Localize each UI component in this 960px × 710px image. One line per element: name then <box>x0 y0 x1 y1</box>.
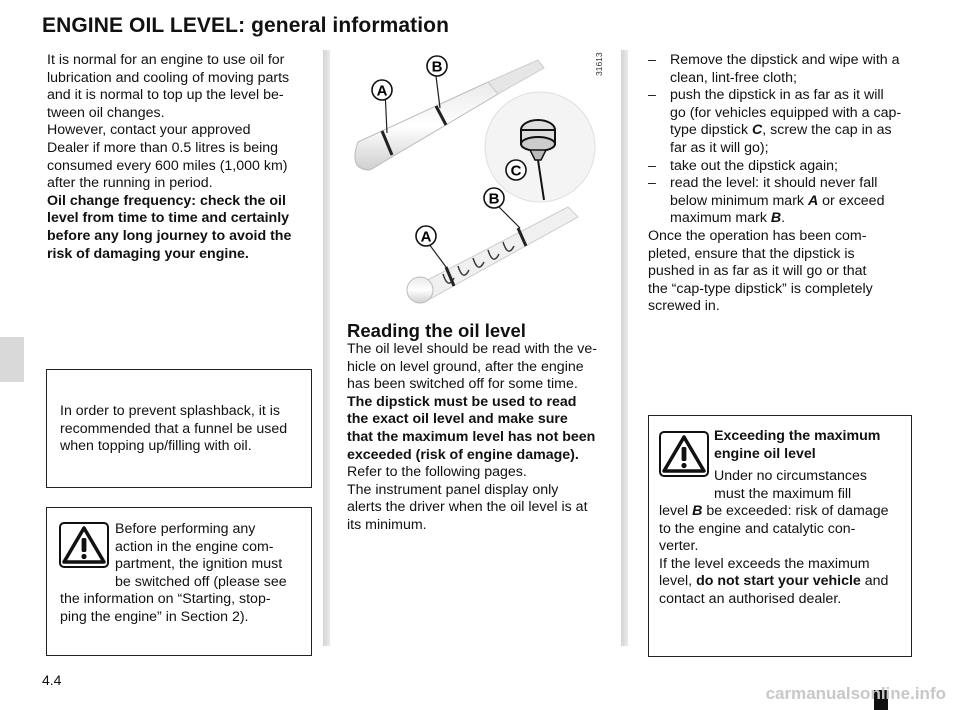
warning-text: level, <box>659 573 697 590</box>
step-line <box>670 193 911 211</box>
body-line-bold: The dipstick must be used to read <box>347 393 577 410</box>
warning-line: verter. <box>659 538 699 555</box>
step-text: type dipstick <box>670 122 753 139</box>
intro-line: and it is normal to top up the level be- <box>47 87 284 104</box>
column-divider-right <box>621 50 628 646</box>
label-b: B <box>431 58 443 76</box>
oil-frequency-line: level from time to time and certainly <box>47 210 290 227</box>
note-line: In order to prevent splashback, it is <box>60 403 281 419</box>
step-line: far as it will go); <box>670 139 769 156</box>
label-b-top <box>427 56 447 76</box>
step-item <box>648 175 911 228</box>
warning-text: level <box>659 503 693 519</box>
body-line: hicle on level ground, after the engine <box>347 358 584 375</box>
section-tab <box>0 337 24 382</box>
warning-line: Before performing any <box>115 521 256 537</box>
oil-frequency-line: risk of damaging your engine. <box>47 245 249 262</box>
intro-line: It is normal for an engine to use oil for <box>47 52 285 68</box>
spiral-dipstick <box>407 188 578 303</box>
warning-line: partment, the ignition must <box>115 556 283 573</box>
step-text: below minimum mark <box>670 192 808 209</box>
page-title: ENGINE OIL LEVEL: general information <box>42 14 450 37</box>
warning-text: be exceeded: risk of damage <box>702 503 889 519</box>
step-line <box>670 122 911 140</box>
reading-oil-level-heading: Reading the oil level <box>347 320 526 341</box>
after-line: screwed in. <box>648 298 720 315</box>
mark-ref: A <box>807 192 819 209</box>
warning-title-line: Exceeding the maximum <box>714 428 881 444</box>
watermark: carmanualsonline.info <box>765 684 946 703</box>
oil-frequency-line: Oil change frequency: check the oil <box>47 192 286 209</box>
dipstick-steps <box>648 52 911 316</box>
step-line <box>670 210 911 228</box>
warning-text-bold: do not start your vehicle <box>696 573 861 590</box>
warning-line: ping the engine” in Section 2). <box>60 608 249 625</box>
after-line: pleted, ensure that the dipstick is <box>648 245 855 262</box>
label-a: A <box>420 228 432 246</box>
warning-title-line: engine oil level <box>714 445 816 462</box>
warning-line: action in the engine com- <box>115 538 274 555</box>
warning-line: to the engine and catalytic con- <box>659 520 856 537</box>
body-line: The oil level should be read with the ve- <box>347 341 597 357</box>
body-line: alerts the driver when the oil level is at <box>347 499 588 516</box>
dipstick-illustration <box>338 52 618 312</box>
column-divider-left <box>323 50 330 646</box>
step-text: . <box>781 210 786 227</box>
intro-line: after the running in period. <box>47 175 213 192</box>
body-line-bold: exceeded (risk of engine damage). <box>347 446 579 463</box>
warning-line: must the maximum fill <box>714 485 852 502</box>
intro-line: Dealer if more than 0.5 litres is being <box>47 139 279 156</box>
cap-dipstick-detail <box>485 92 595 202</box>
mark-ref: B <box>692 503 703 519</box>
intro-line: consumed every 600 miles (1,000 km) <box>47 157 288 174</box>
step-line: – Remove the dipstick and wipe with a <box>670 52 900 68</box>
body-line-bold: the exact oil level and make sure <box>347 411 568 428</box>
step-line: – read the level: it should never fall <box>670 175 878 192</box>
max-level-warning-box <box>648 415 912 657</box>
label-b: B <box>488 190 500 208</box>
after-line: Once the operation has been com- <box>648 227 867 244</box>
warning-triangle-icon <box>59 522 109 568</box>
after-line: pushed in as far as it will go or that <box>648 263 867 280</box>
funnel-note-box <box>46 369 312 488</box>
note-line: when topping up/filling with oil. <box>60 438 252 455</box>
intro-line: lubrication and cooling of moving parts <box>47 69 290 86</box>
warning-line: be switched off (please see <box>115 573 287 590</box>
step-item <box>648 158 911 176</box>
intro-line: tween oil changes. <box>47 104 165 121</box>
page-number: 4.4 <box>42 672 62 688</box>
body-line: Refer to the following pages. <box>347 464 527 481</box>
figure-code: 31613 <box>594 52 604 76</box>
max-level-warning-indented <box>714 468 901 503</box>
label-a: A <box>376 82 388 100</box>
warning-text: and <box>860 573 889 590</box>
max-level-warning-title <box>714 428 901 463</box>
warning-line: the information on “Starting, stop- <box>60 591 271 607</box>
warning-line <box>659 503 901 521</box>
ignition-warning-box <box>46 507 312 656</box>
warning-line <box>659 573 901 591</box>
after-line: the “cap-type dipstick” is completely <box>648 280 873 297</box>
mark-ref: C <box>752 122 763 139</box>
step-item <box>648 87 911 157</box>
warning-line: contact an authorised dealer. <box>659 590 842 607</box>
step-line: clean, lint-free cloth; <box>670 69 797 86</box>
warning-line: Under no circumstances <box>714 468 867 484</box>
step-line: – take out the dipstick again; <box>670 157 838 174</box>
label-a-top <box>372 80 392 100</box>
body-line-bold: that the maximum level has not been <box>347 428 596 445</box>
body-line: its minimum. <box>347 516 427 533</box>
oil-frequency-line: before any long journey to avoid the <box>47 227 292 244</box>
max-level-warning-body <box>659 503 901 609</box>
reading-oil-level-text <box>347 341 613 535</box>
note-line: recommended that a funnel be used <box>60 420 288 437</box>
step-line: go (for vehicles equipped with a cap- <box>670 104 902 121</box>
step-item <box>648 52 911 87</box>
step-text: maximum mark <box>670 210 771 227</box>
step-line: – push the dipstick in as far as it will <box>670 87 884 104</box>
intro-line: However, contact your approved <box>47 122 251 139</box>
body-line: has been switched off for some time. <box>347 376 578 393</box>
funnel-note-text <box>60 403 301 456</box>
ignition-warning-full <box>60 591 301 626</box>
step-text: , screw the cap in as <box>762 122 892 139</box>
warning-line: If the level exceeds the maximum <box>659 555 870 572</box>
warning-triangle-icon <box>659 431 709 477</box>
label-c: C <box>510 162 522 180</box>
mark-ref: B <box>770 210 782 227</box>
step-text: or exceed <box>818 192 885 209</box>
steps-list <box>648 52 911 228</box>
intro-text <box>47 52 312 263</box>
ignition-warning-indented <box>115 521 301 591</box>
body-line: The instrument panel display only <box>347 481 559 498</box>
